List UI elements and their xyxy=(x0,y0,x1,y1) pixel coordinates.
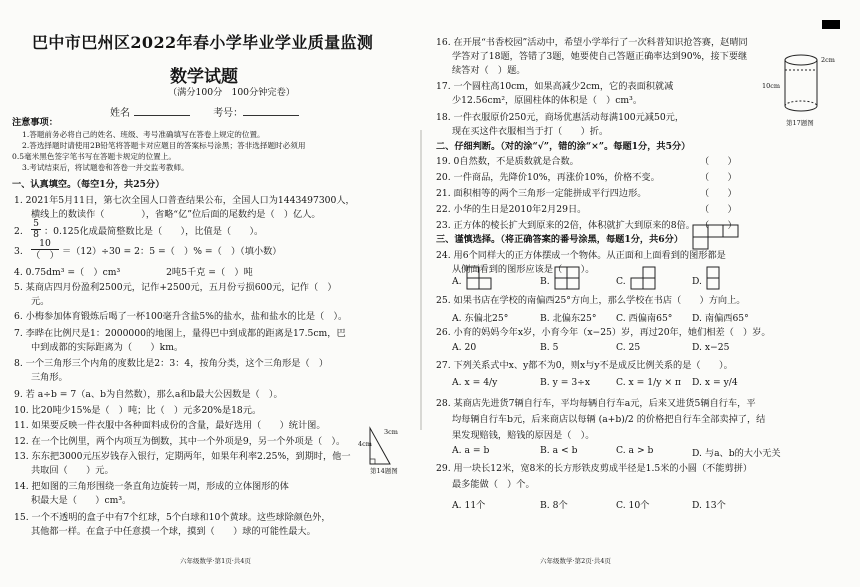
question-15-line1: 15. 一个不透明的盒子中有7个红球，5个白球和10个黄球。这些球除颜色外， xyxy=(14,512,331,523)
question-2-fraction xyxy=(31,219,41,240)
option-b[interactable]: B. 5 xyxy=(540,342,559,353)
judge-item: 22. 小华的生日是2010年2月29日。 xyxy=(436,204,587,215)
cube-view-figure xyxy=(692,224,740,250)
question-16-line1: 16. 在开展“书香校园”活动中，希望小学举行了一次科普知识抢答赛，赵晴同 xyxy=(436,37,748,48)
option-c[interactable]: C. 10个 xyxy=(616,500,650,511)
question-27: 27. 下列关系式中x、y都不为0，则x与y不是成反比例关系的是（ ）。 xyxy=(436,360,733,371)
question-4: 4. 0.75dm³ =（ ）cm³ 2吨5千克 =（ ）吨 xyxy=(14,267,253,278)
option-a[interactable]: A. 20 xyxy=(452,342,477,353)
question-25: 25. 如果书店在学校的南偏西25°方向上，那么学校在书店（ ）方向上。 xyxy=(436,295,746,306)
fraction-numerator: 10 xyxy=(39,238,51,249)
option-d[interactable]: D. 13个 xyxy=(692,500,726,511)
name-field-row xyxy=(110,104,299,119)
judge-answer-paren[interactable]: （ ） xyxy=(700,204,737,215)
question-11: 11. 如果要反映一件衣服中各种面料成份的含量，最好选用（ ）统计图。 xyxy=(14,420,326,431)
judge-answer-paren[interactable]: （ ） xyxy=(700,156,737,167)
cylinder-height-label: 10cm xyxy=(762,82,781,90)
question-26: 26. 小育的妈妈今年x岁，小育今年（x−25）岁，再过20年，她们相差（ ）岁。 xyxy=(436,327,771,338)
triangle-height-label: 4cm xyxy=(358,440,372,448)
full-marks-note: （满分100分 100分钟完卷） xyxy=(168,87,295,98)
question-2-text: ：0.125化成最简整数比是（ ），比值是（ ）。 xyxy=(44,226,264,237)
page-footer: 六年级数学·第2页·共4页 xyxy=(540,557,611,565)
number-label: 考号： xyxy=(213,108,244,119)
question-5-line2: 元。 xyxy=(31,296,50,307)
cylinder-cut-label: 2cm xyxy=(821,56,835,64)
fraction-numerator: 5 xyxy=(33,218,39,229)
option-a[interactable]: A. 东偏北25° xyxy=(452,313,509,324)
question-29-line1: 29. 用一块长12米，宽8米的长方形铁皮剪成半径是1.5米的小圆（不能剪拼） xyxy=(436,463,753,474)
triangle-hyp-label: 3cm xyxy=(384,428,398,436)
question-16-line3: 续答对（ ）题。 xyxy=(452,65,526,76)
notes-heading: 注意事项： xyxy=(12,117,58,128)
page-divider xyxy=(420,130,422,430)
judge-answer-paren[interactable]: （ ） xyxy=(700,188,737,199)
triangle-caption: 第14题图 xyxy=(370,467,398,475)
option-c[interactable]: C. 25 xyxy=(616,342,641,353)
exam-subject-title: 数学试题 xyxy=(170,67,238,87)
question-13-line2: 共取回（ ）元。 xyxy=(31,465,114,476)
option-c[interactable]: C. a > b xyxy=(616,445,654,456)
fraction-denominator: 8 xyxy=(31,229,41,240)
section1-heading: 一、认真填空。（每空1分，共25分） xyxy=(12,179,165,190)
judge-item: 21. 面积相等的两个三角形一定能拼成平行四边形。 xyxy=(436,188,647,199)
question-16-line2: 学答对了18题，答错了3题，她要使自己答题正确率达到90%，接下要继 xyxy=(452,51,748,62)
judge-item: 20. 一件商品，先降价10%，再涨价10%，价格不变。 xyxy=(436,172,660,183)
question-17-line1: 17. 一个圆柱高10cm，如果高减少2cm，它的表面积就减 xyxy=(436,81,674,92)
question-2-number: 2. xyxy=(14,226,23,237)
question-17-line2: 少12.56cm²，原圆柱体的体积是（ ）cm³。 xyxy=(452,95,643,106)
question-3-fraction: 10 （ ） xyxy=(31,238,59,261)
page-2 xyxy=(430,0,860,587)
option-c[interactable]: C. xyxy=(616,276,626,287)
question-18-line2: 现在买这件衣服相当于打（ ）折。 xyxy=(452,126,609,137)
scan-mark xyxy=(822,20,840,29)
option-d[interactable]: D. xyxy=(692,276,702,287)
question-18-line1: 18. 一件衣服原价250元，商场优惠活动每满100元减50元， xyxy=(436,112,685,123)
judge-answer-paren[interactable]: （ ） xyxy=(700,220,737,231)
question-7-line2: 中到成都的实际距离为（ ）km。 xyxy=(31,342,184,353)
option-a-shape xyxy=(466,266,496,292)
notes-item: 1.答题前务必将自己的姓名、班级、考号准确填写在答卷上规定的位置。 xyxy=(22,130,265,139)
option-a[interactable]: A. x = 4/y xyxy=(452,377,498,388)
exam-title: 巴中市巴州区2022年春小学毕业学业质量监测 xyxy=(32,33,374,52)
option-d[interactable]: D. 与a、b的大小无关 xyxy=(692,448,781,459)
option-b[interactable]: B. 北偏东25° xyxy=(540,313,597,324)
option-b-shape xyxy=(554,266,584,292)
question-14-line2: 积最大是（ ）cm³。 xyxy=(31,495,132,506)
question-13-line1: 13. 东东把3000元压岁钱存入银行，定期两年，如果年利率2.25%，到期时，他一 xyxy=(14,451,351,462)
number-line xyxy=(243,106,299,116)
option-b[interactable]: B. xyxy=(540,276,550,287)
question-7-line1: 7. 李晔在比例尺是1：2000000的地图上，量得巴中到成都的距离是17.5cm，巴 xyxy=(14,328,346,339)
name-label: 姓名 xyxy=(110,108,130,119)
question-28-line1: 28. 某商店先进货7辆自行车，平均每辆自行车a元，后来又进货5辆自行车，平 xyxy=(436,398,756,409)
option-a[interactable]: A. a = b xyxy=(452,445,490,456)
judge-item: 23. 正方体的棱长扩大到原来的2倍，体积就扩大到原来的8倍。 xyxy=(436,220,695,231)
judge-answer-paren[interactable]: （ ） xyxy=(700,172,737,183)
question-15-line2: 其他都一样。在盒子中任意摸一个球，摸到（ ）球的可能性最大。 xyxy=(31,526,316,537)
question-28-line3: 果发现赔钱，赔钱的原因是（ ）。 xyxy=(452,430,595,441)
section3-heading: 三、谨慎选择。（将正确答案的番号涂黑，每题1分，共6分） xyxy=(436,234,684,245)
question-28-line2: 均每辆自行车b元，后来商店以每辆 (a+b)/2 的价格把自行车全部卖掉了，结 xyxy=(452,414,766,425)
judge-item: 19. 0自然数，不是质数就是合数。 xyxy=(436,156,579,167)
notes-item: 0.5毫米黑色签字笔书写在答题卡规定的位置上。 xyxy=(12,152,176,161)
option-b[interactable]: B. 8个 xyxy=(540,500,568,511)
question-9: 9. 若 a÷b = 7（a、b为自然数），那么a和b最大公因数是（ ）。 xyxy=(14,389,283,400)
option-a[interactable]: A. 11个 xyxy=(452,500,486,511)
question-24-line1: 24. 用6个同样大的正方体摆成一个物体。从正面和上面看到的图形都是 xyxy=(436,250,726,261)
question-8-line2: 三角形。 xyxy=(31,372,68,383)
option-c[interactable]: C. x = 1/y × π xyxy=(616,377,681,388)
option-b[interactable]: B. y = 3÷x xyxy=(540,377,591,388)
question-6: 6. 小梅参加体育锻炼后喝了一杯100毫升含盐5%的盐水，盐和盐水的比是（ ）。 xyxy=(14,311,348,322)
question-5-line1: 5. 某商店四月份盈利2500元，记作+2500元，五月份亏损600元，记作（ ） xyxy=(14,282,337,293)
notes-item: 3.考试结束后，将试题卷和答卷一并交监考教师。 xyxy=(22,163,189,172)
cylinder-caption: 第17题图 xyxy=(786,119,814,127)
notes-item: 2.答选择题时请使用2B铅笔将答题卡对应题目的答案标号涂黑；答非选择题时必须用 xyxy=(22,141,306,150)
question-1-line2: 横线上的数读作（ ），省略“亿”位后面的尾数约是（ ）亿人。 xyxy=(31,209,321,220)
option-d-shape xyxy=(706,266,724,292)
question-1-line1: 1. 2021年5月11日，第七次全国人口普查结果公布，全国人口为1443497300人， xyxy=(14,195,355,206)
option-d[interactable]: D. x = y/4 xyxy=(692,377,738,388)
question-8-line1: 8. 一个三角形三个内角的度数比是2：3：4，按角分类，这个三角形是（ ） xyxy=(14,358,329,369)
option-d[interactable]: D. 南偏西65° xyxy=(692,313,749,324)
question-3-text: ＝（12）÷30 = 2：5 =（ ）% =（ ）（填小数） xyxy=(62,246,282,257)
question-29-line2: 最多能做（ ）个。 xyxy=(452,479,535,490)
question-12: 12. 在一个比例里，两个内项互为倒数，其中一个外项是9，另一个外项是（ ）。 xyxy=(14,436,346,447)
option-a[interactable]: A. xyxy=(452,276,462,287)
question-24-line2: 从侧面看到的图形应该是（ ）。 xyxy=(452,264,595,275)
option-b[interactable]: B. a < b xyxy=(540,445,578,456)
section2-heading: 二、仔细判断。（对的涂“√”，错的涂“×”。每题1分，共5分） xyxy=(436,141,691,152)
question-3: 3. xyxy=(14,246,23,257)
option-c-shape xyxy=(630,266,660,292)
question-14-line1: 14. 把如图的三角形围绕一条直角边旋转一周，形成的立体图形的体 xyxy=(14,481,289,492)
cylinder-figure xyxy=(777,52,827,118)
name-line xyxy=(134,106,190,116)
option-c[interactable]: C. 西偏南65° xyxy=(616,313,673,324)
option-d[interactable]: D. x−25 xyxy=(692,342,730,353)
page-footer: 六年级数学·第1页·共4页 xyxy=(180,557,251,565)
question-10: 10. 比20吨少15%是（ ）吨；比（ ）元多20%是18元。 xyxy=(14,405,262,416)
